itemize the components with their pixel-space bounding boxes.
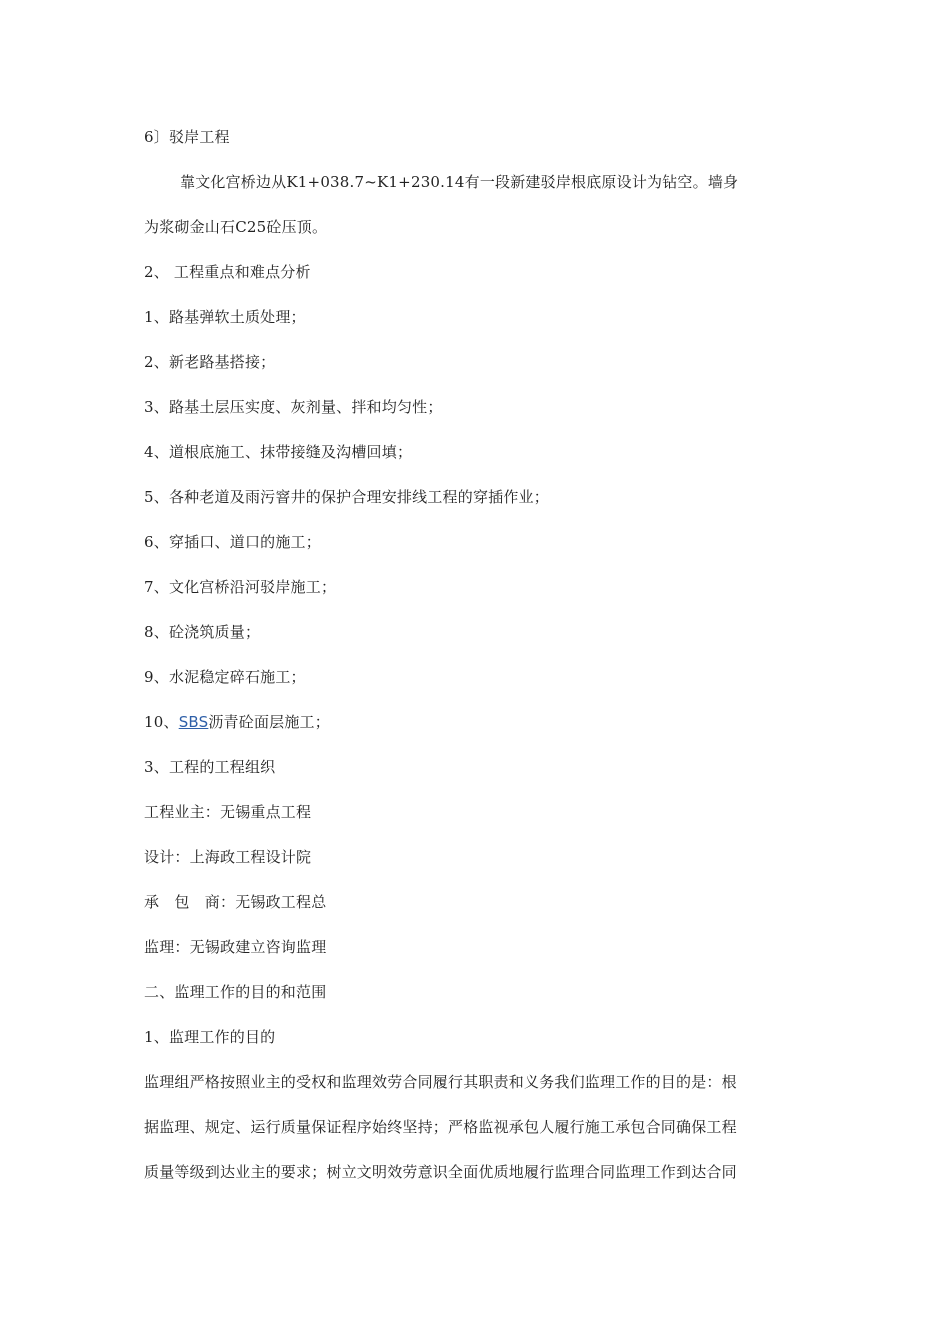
list-item: 4、道根底施工、抹带接缝及沟槽回填； [144,443,413,461]
org-supervisor: 监理：无锡政建立咨询监理 [144,938,327,956]
list-item: 8、砼浇筑质量； [144,623,261,641]
paragraph-line: 监理组严格按照业主的受权和监理效劳合同履行其职责和义务我们监理工作的目的是：根 [144,1073,737,1091]
chapter-heading: 二、监理工作的目的和范围 [144,983,327,1001]
paragraph-line: 靠文化宫桥边从K1+038.7~K1+230.14有一段新建驳岸根底原设计为钻空。墙身 [180,173,739,191]
section-heading-organization: 3、工程的工程组织 [144,758,276,776]
list-item [144,711,330,733]
list-item-prefix: 10、 [144,713,179,731]
list-item: 2、新老路基搭接； [144,353,276,371]
org-designer: 设计：上海政工程设计院 [144,848,312,866]
list-item: 3、路基土层压实度、灰剂量、拌和均匀性； [144,398,443,416]
section-heading-purpose: 1、监理工作的目的 [144,1028,276,1046]
paragraph-line: 为浆砌金山石C25砼压顶。 [144,218,328,236]
list-item: 1、路基弹软土质处理； [144,308,306,326]
sbs-link[interactable]: SBS [178,713,209,731]
org-contractor: 承 包 商：无锡政工程总 [144,893,327,911]
list-item: 9、水泥稳定碎石施工； [144,668,306,686]
list-item: 6、穿插口、道口的施工； [144,533,321,551]
paragraph-line: 质量等级到达业主的要求；树立文明效劳意识全面优质地履行监理合同监理工作到达合同 [144,1163,737,1181]
list-item: 7、文化宫桥沿河驳岸施工； [144,578,337,596]
list-item: 5、各种老道及雨污窨井的保护合理安排线工程的穿插作业； [144,488,549,506]
paragraph-line: 据监理、规定、运行质量保证程序始终坚持；严格监视承包人履行施工承包合同确保工程 [144,1118,737,1136]
list-item-suffix: 沥青砼面层施工； [208,713,330,731]
org-owner: 工程业主：无锡重点工程 [144,803,312,821]
section-heading-key-points: 2、 工程重点和难点分析 [144,263,311,281]
section-heading-revetment: 6〕驳岸工程 [144,128,230,146]
